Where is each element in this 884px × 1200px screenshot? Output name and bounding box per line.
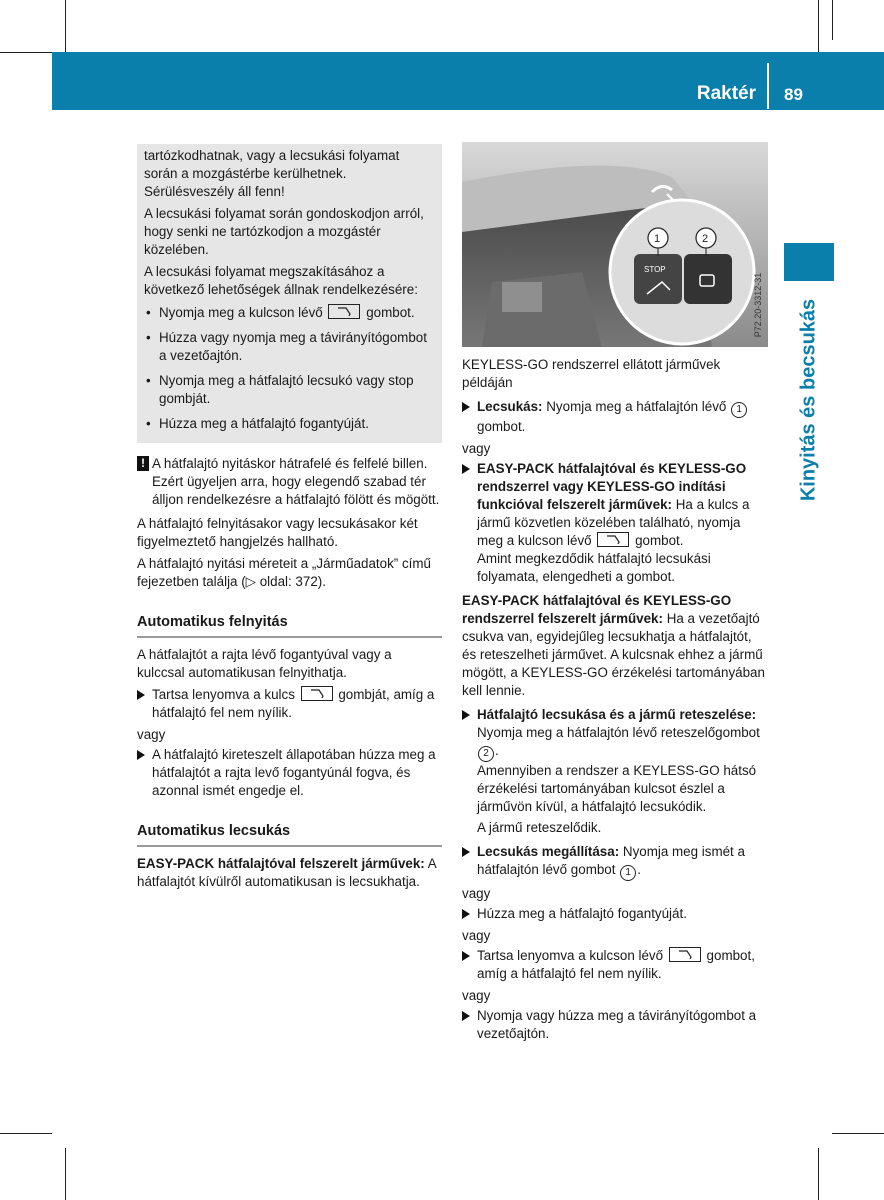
arrow-icon xyxy=(462,909,470,919)
paragraph: EASY-PACK hátfalajtóval felszerelt járművek: A hátfalajtót kívülről automatikusan is lecsukhatja. xyxy=(137,856,436,889)
callout-2: 2 xyxy=(702,233,709,245)
or-label: vagy xyxy=(462,928,491,943)
photo-caption: KEYLESS-GO rendszerrel ellátott járművek példáján xyxy=(462,357,721,390)
key-tailgate-icon xyxy=(597,532,629,547)
warning-box xyxy=(137,144,442,443)
warning-para-1: tartózkodhatnak, vagy a lecsukási folyamat során a mozgástérbe kerülhetnek. Sérülésveszély áll fenn! xyxy=(144,148,400,199)
note-block xyxy=(137,455,442,509)
or-label: vagy xyxy=(137,727,166,742)
step-item: Tartsa lenyomva a kulcson lévő gombot, amíg a hátfalajtó fel nem nyílik. xyxy=(462,947,768,983)
arrow-icon xyxy=(462,464,470,474)
key-tailgate-icon xyxy=(328,304,360,319)
page-title: Raktér xyxy=(696,83,756,104)
header-bar xyxy=(52,52,884,110)
paragraph: A hátfalajtó felnyitásakor vagy lecsukásakor két figyelmeztető hangjelzés hallható. xyxy=(137,516,418,549)
arrow-icon xyxy=(137,750,145,760)
step-item: Nyomja vagy húzza meg a távirányítógombot a vezetőajtón. xyxy=(462,1007,768,1043)
chapter-label: Kinyitás és becsukás xyxy=(797,298,820,502)
warning-bullet: • Húzza meg a hátfalajtó fogantyúját. xyxy=(146,416,369,431)
button-1-icon: 1 xyxy=(731,402,747,418)
or-label: vagy xyxy=(462,988,491,1003)
crop-mark xyxy=(65,1148,66,1200)
step-item: EASY-PACK hátfalajtóval és KEYLESS-GO rendszerrel vagy KEYLESS-GO indítási funkcióval felszerelt járművek: Ha a kulcs a jármű közvetlen közelében található, nyomja meg a kulcson lévő gombot. Amint megkezdődik hátfalajtó lecsukási folyamata, elengedheti a gombot. xyxy=(462,460,768,586)
or-label: vagy xyxy=(462,441,491,456)
header-divider xyxy=(767,63,769,109)
page-number: 89 xyxy=(784,85,803,104)
stop-label: STOP xyxy=(644,265,666,274)
photo-code: P72.20-3312-31 xyxy=(753,272,763,338)
button-2-icon: 2 xyxy=(478,746,494,762)
tailgate-photo xyxy=(462,142,768,347)
warning-para-2: A lecsukási folyamat során gondoskodjon arról, hogy senki ne tartózkodjon a mozgástér közelében. xyxy=(144,206,424,257)
arrow-icon xyxy=(462,951,470,961)
paragraph: A hátfalajtó nyitási méreteit a „Járműadatok” című fejezetben találja (▷ oldal: 372). xyxy=(137,556,431,589)
crop-mark xyxy=(832,1133,884,1134)
section-heading: Automatikus felnyitás xyxy=(137,613,442,638)
step-item: Lecsukás megállítása: Nyomja meg ismét a hátfalajtón lévő gombot 1 . xyxy=(462,843,768,881)
callout-1: 1 xyxy=(654,233,661,245)
arrow-icon xyxy=(462,402,470,412)
warning-para-3: A lecsukási folyamat megszakításához a következő lehetőségek állnak rendelkezésére: xyxy=(144,264,418,297)
step-item: Hátfalajtó lecsukása és a jármű reteszelése: Nyomja meg a hátfalajtón lévő reteszelőgombot 2 . Amennyiben a rendszer a KEYLESS-GO hátsó érzékelési tartományában kulcsot észlel a járművön kívül, a hátfalajtó lecsukódik. A jármű reteszelődik. xyxy=(462,706,768,837)
warning-bullet: • Nyomja meg a hátfalajtó lecsukó vagy stop gombját. xyxy=(146,373,414,406)
crop-mark xyxy=(818,0,819,52)
side-tab-marker xyxy=(784,243,834,281)
or-label: vagy xyxy=(462,886,491,901)
crop-mark xyxy=(0,52,52,53)
paragraph: A hátfalajtót a rajta lévő fogantyúval vagy a kulccsal automatikusan felnyithatja. xyxy=(137,647,392,680)
warning-bullet: • Húzza vagy nyomja meg a távirányítógombot a vezetőajtón. xyxy=(146,330,427,363)
crop-mark xyxy=(818,1148,819,1200)
arrow-icon xyxy=(462,1011,470,1021)
key-tailgate-icon xyxy=(301,686,333,701)
arrow-icon xyxy=(462,847,470,857)
crop-mark xyxy=(0,1133,52,1134)
step-item: Tartsa lenyomva a kulcs gombját, amíg a hátfalajtó fel nem nyílik. xyxy=(137,686,442,722)
step-item: Lecsukás: Nyomja meg a hátfalajtón lévő 1 gombot. xyxy=(462,398,768,436)
arrow-icon xyxy=(137,690,145,700)
button-1-icon: 1 xyxy=(620,865,636,881)
section-heading: Automatikus lecsukás xyxy=(137,822,442,847)
exclamation-icon: ! xyxy=(137,456,149,471)
step-item: Húzza meg a hátfalajtó fogantyúját. xyxy=(462,905,768,923)
paragraph: EASY-PACK hátfalajtóval és KEYLESS-GO rendszerrel felszerelt járművek: Ha a vezetőajtó csukva van, egyidejűleg lecsukhatja a hátfalajtót, és reteszelheti járművet. A kulcsnak ehhez a jármű mögött, a KEYLESS-GO érzékelési tartományában kell lennie. xyxy=(462,593,765,698)
step-item: A hátfalajtó kireteszelt állapotában húzza meg a hátfalajtót a rajta levő fogantyúnál fogva, és azonnal ismét engedje el. xyxy=(137,746,442,800)
step-note: Amennyiben a rendszer a KEYLESS-GO hátsó érzékelési tartományában kulcsot észlel a járművön kívül, a hátfalajtó lecsukódik. xyxy=(477,763,757,814)
crop-mark xyxy=(832,0,833,40)
warning-bullet: • Nyomja meg a kulcson lévő gombot. xyxy=(146,305,415,320)
note-text: A hátfalajtó nyitáskor hátrafelé és felfelé billen. Ezért ügyeljen arra, hogy elegendő szabad tér álljon rendelkezésre a hátfalajtó fölött és mögött. xyxy=(152,456,440,507)
step-note: Amint megkezdődik hátfalajtó lecsukási folyamata, elengedheti a gombot. xyxy=(477,551,711,584)
arrow-icon xyxy=(462,710,470,720)
key-tailgate-icon xyxy=(669,947,701,962)
step-note: A jármű reteszelődik. xyxy=(477,820,602,835)
right-column xyxy=(462,356,768,1047)
crop-mark xyxy=(65,0,66,52)
left-column xyxy=(137,144,442,895)
